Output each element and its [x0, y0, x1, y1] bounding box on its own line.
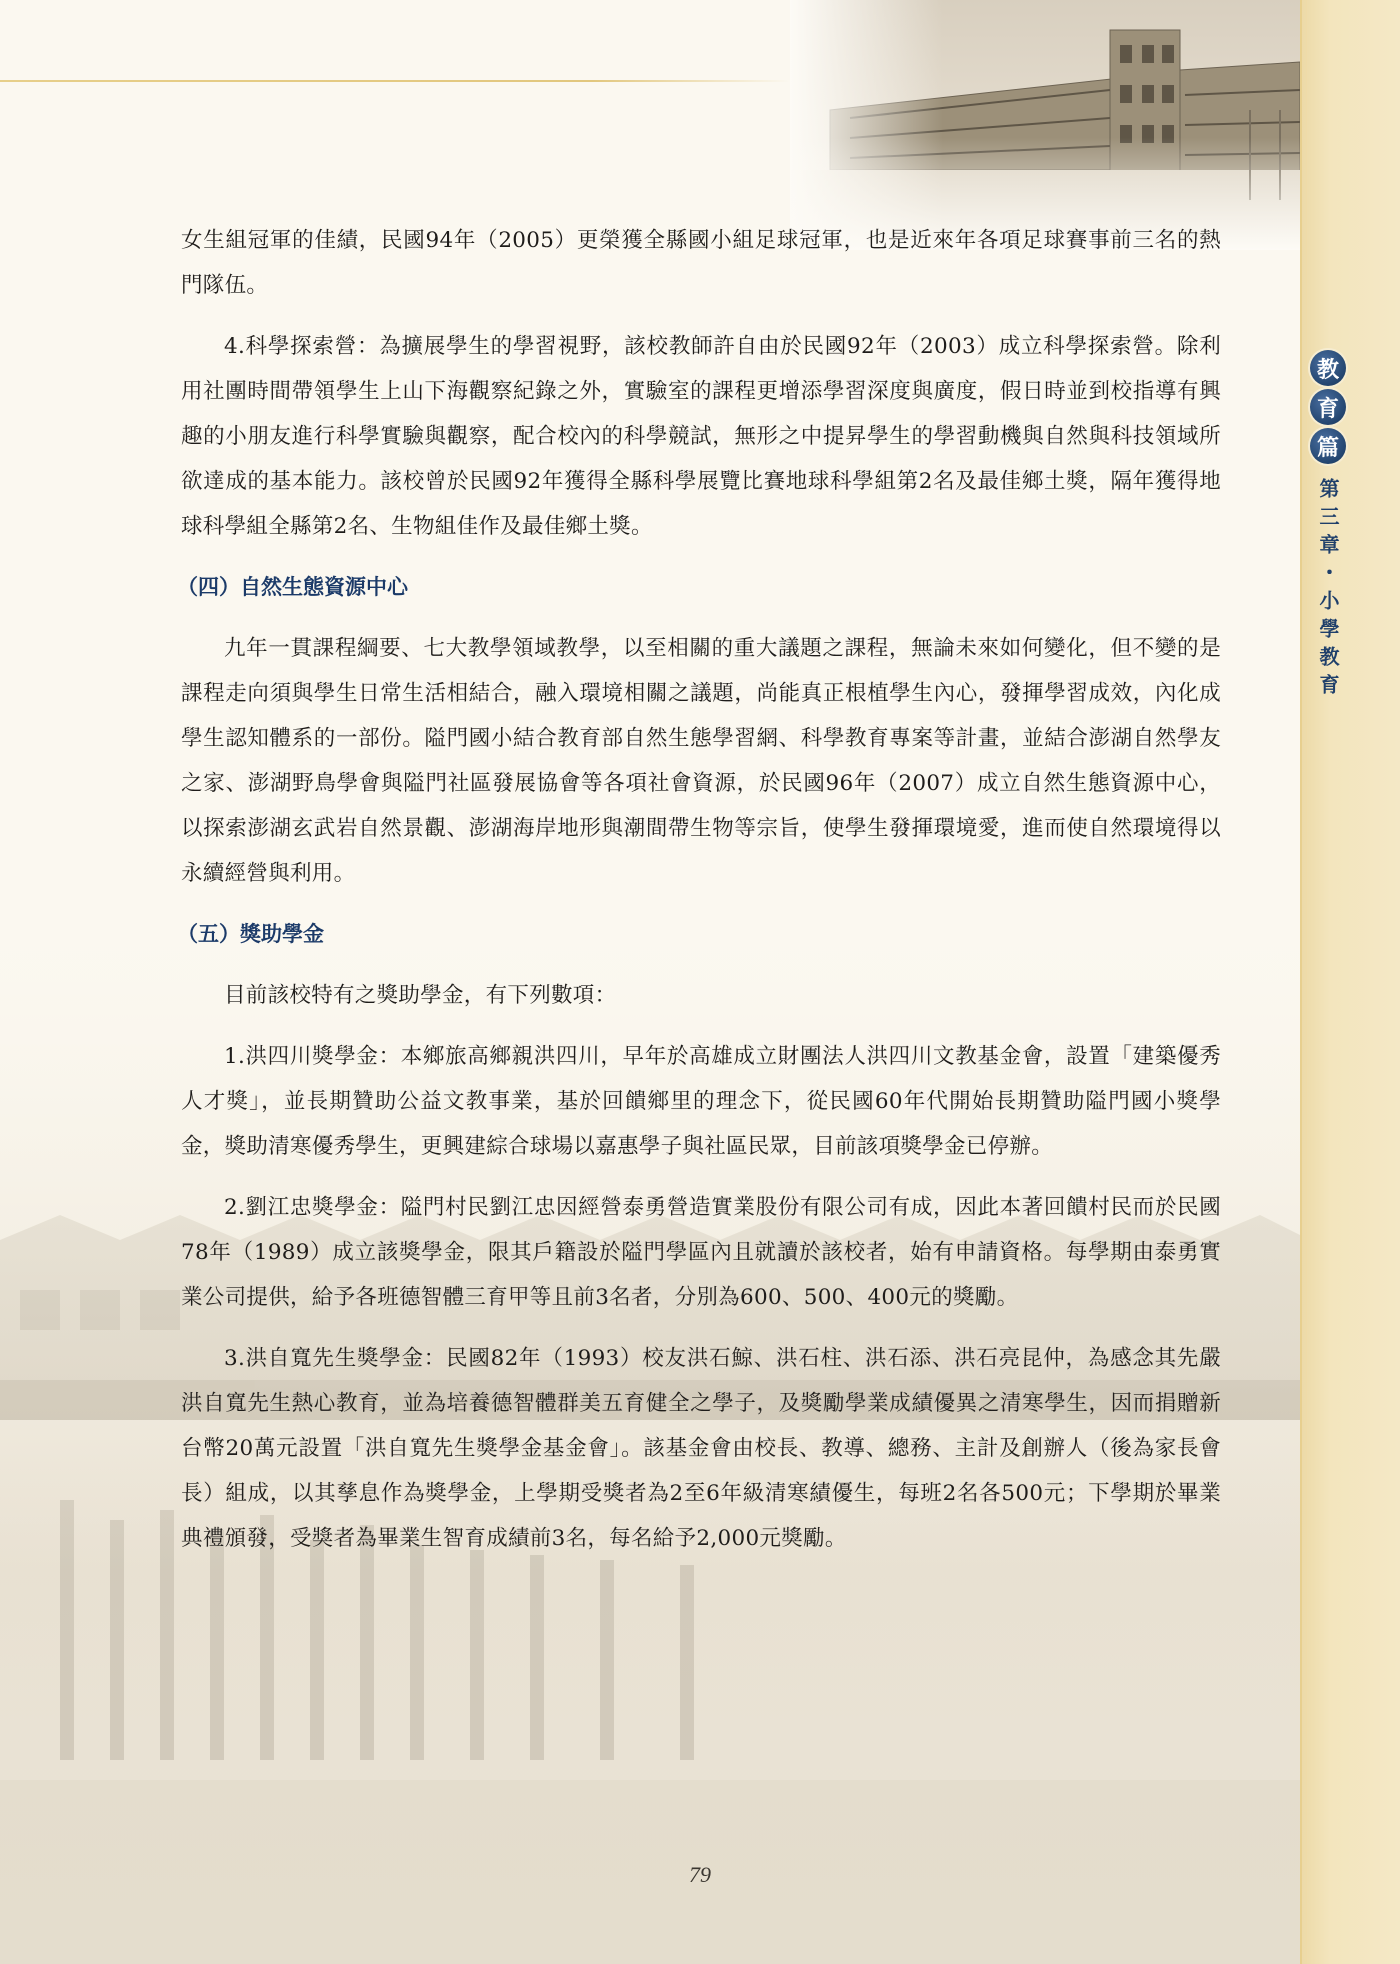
chapter-label: 第三章・小學教育 [1316, 478, 1340, 702]
section-badges [1308, 350, 1348, 464]
body-paragraph: 3.洪自寬先生獎學金：民國82年（1993）校友洪石鯨、洪石柱、洪石添、洪石亮昆仲，為感念其先嚴洪自寬先生熱心教育，並為培養德智體群美五育健全之學子，及獎勵學業成績優異之清寒學生，因而捐贈新台幣20萬元設置「洪自寬先生獎學金基金會」。該基金會由校長、教導、總務、主計及創辦人（後為家長會長）組成，以其孳息作為獎學金，上學期受獎者為2至6年級清寒績優生，每班2名各500元；下學期於畢業典禮頒發，受獎者為畢業生智育成績前3名，每名給予2,000元獎勵。 [181, 1346, 1221, 1551]
section-badge: 篇 [1310, 428, 1346, 464]
side-chapter-tab [1300, 0, 1400, 1964]
body-paragraph: 目前該校特有之獎助學金，有下列數項： [224, 983, 617, 1008]
side-tab-border-inner [1306, 0, 1307, 1964]
page-number: 79 [689, 1862, 711, 1887]
side-tab-border [1300, 0, 1302, 1964]
school-building-photo [790, 0, 1300, 250]
body-paragraph: 女生組冠軍的佳績，民國94年（2005）更榮獲全縣國小組足球冠軍，也是近來年各項足球賽事前三名的熱門隊伍。 [181, 228, 1221, 298]
main-content [177, 218, 1221, 1577]
body-paragraph: 4.科學探索營：為擴展學生的學習視野，該校教師許自由於民國92年（2003）成立科學探索營。除利用社團時間帶領學生上山下海觀察紀錄之外，實驗室的課程更增添學習深度與廣度，假日時並到校指導有興趣的小朋友進行科學實驗與觀察，配合校內的科學競試，無形之中提昇學生的學習動機與自然與科技領域所欲達成的基本能力。該校曾於民國92年獲得全縣科學展覽比賽地球科學組第2名及最佳鄉土獎，隔年獲得地球科學組全縣第2名、生物組佳作及最佳鄉土獎。 [181, 334, 1221, 539]
section-badge: 教 [1310, 350, 1346, 386]
body-paragraph: 2.劉江忠獎學金：隘門村民劉江忠因經營泰勇營造實業股份有限公司有成，因此本著回饋村民而於民國78年（1989）成立該獎學金，限其戶籍設於隘門學區內且就讀於該校者，始有申請資格。每學期由泰勇實業公司提供，給予各班德智體三育甲等且前3名者，分別為600、500、400元的獎勵。 [181, 1195, 1221, 1310]
section-heading: （四）自然生態資源中心 [177, 575, 408, 599]
body-paragraph: 1.洪四川獎學金：本鄉旅高鄉親洪四川，早年於高雄成立財團法人洪四川文教基金會，設置「建築優秀人才獎」，並長期贊助公益文教事業，基於回饋鄉里的理念下，從民國60年代開始長期贊助隘門國小獎學金，獎助清寒優秀學生，更興建綜合球場以嘉惠學子與社區民眾，目前該項獎學金已停辦。 [181, 1044, 1221, 1159]
header-rule [0, 80, 790, 82]
section-badge: 育 [1310, 389, 1346, 425]
section-heading: （五）獎助學金 [177, 922, 324, 946]
body-paragraph: 九年一貫課程綱要、七大教學領域教學，以至相關的重大議題之課程，無論未來如何變化，但不變的是課程走向須與學生日常生活相結合，融入環境相關之議題，尚能真正根植學生內心，發揮學習成效，內化成學生認知體系的一部份。隘門國小結合教育部自然生態學習網、科學教育專案等計畫，並結合澎湖自然學友之家、澎湖野鳥學會與隘門社區發展協會等各項社會資源，於民國96年（2007）成立自然生態資源中心，以探索澎湖玄武岩自然景觀、澎湖海岸地形與潮間帶生物等宗旨，使學生發揮環境愛，進而使自然環境得以永續經營與利用。 [181, 636, 1221, 886]
